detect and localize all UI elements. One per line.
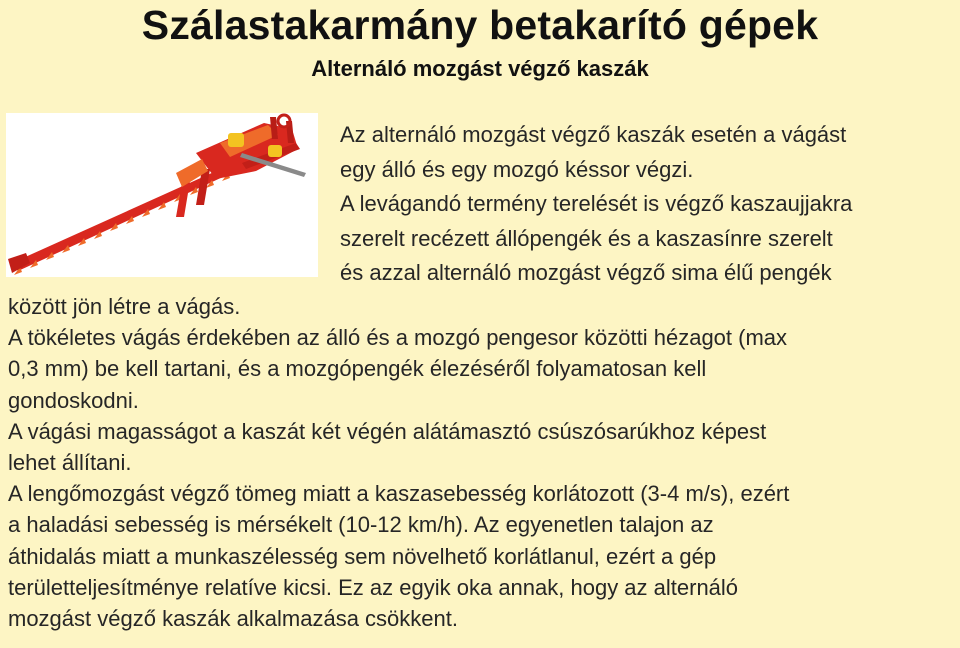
intro-line: A levágandó termény terelését is végző kaszaujjakra — [340, 191, 853, 216]
body-line: mozgást végző kaszák alkalmazása csökkent. — [8, 606, 458, 632]
intro-line: szerelt recézett állópengék és a kaszasínre szerelt — [340, 225, 833, 251]
intro-line: Az alternáló mozgást végző kaszák esetén a vágást — [340, 122, 847, 147]
intro-paragraph — [340, 118, 960, 291]
mower-machine-illustration — [6, 113, 318, 277]
body-line: között jön létre a vágás. — [8, 294, 241, 319]
body-line: A lengőmozgást végző tömeg miatt a kaszasebesség korlátozott (3-4 m/s), ezért — [8, 481, 790, 507]
intro-line: és azzal alternáló mozgást végző sima élű pengék — [340, 260, 832, 285]
body-line: A tökéletes vágás érdekében az álló és a mozgó pengesor közötti hézagot (max — [8, 325, 788, 351]
body-line: a haladási sebesség is mérsékelt (10-12 km/h). Az egyenetlen talajon az — [8, 512, 714, 538]
body-paragraphs — [8, 291, 958, 634]
body-line: A vágási magasságot a kaszát két végén alátámasztó csúszósarúkhoz képest — [8, 418, 767, 444]
body-line: 0,3 mm) be kell tartani, és a mozgópengék élezéséről folyamatosan kell — [8, 356, 707, 382]
page-title: Szálastakarmány betakarító gépek — [141, 2, 819, 48]
mower-image — [6, 113, 318, 277]
body-line: területteljesítménye relatíve kicsi. Ez az egyik oka annak, hogy az alternáló — [8, 574, 739, 600]
body-line: áthidalás miatt a munkaszélesség sem növelhető korlátlanul, ezért a gép — [8, 543, 717, 569]
page-subtitle: Alternáló mozgást végző kaszák — [311, 56, 649, 81]
intro-line: egy álló és egy mozgó késsor végzi. — [340, 156, 694, 182]
body-line: gondoskodni. — [8, 387, 139, 413]
body-line: lehet állítani. — [8, 450, 132, 476]
